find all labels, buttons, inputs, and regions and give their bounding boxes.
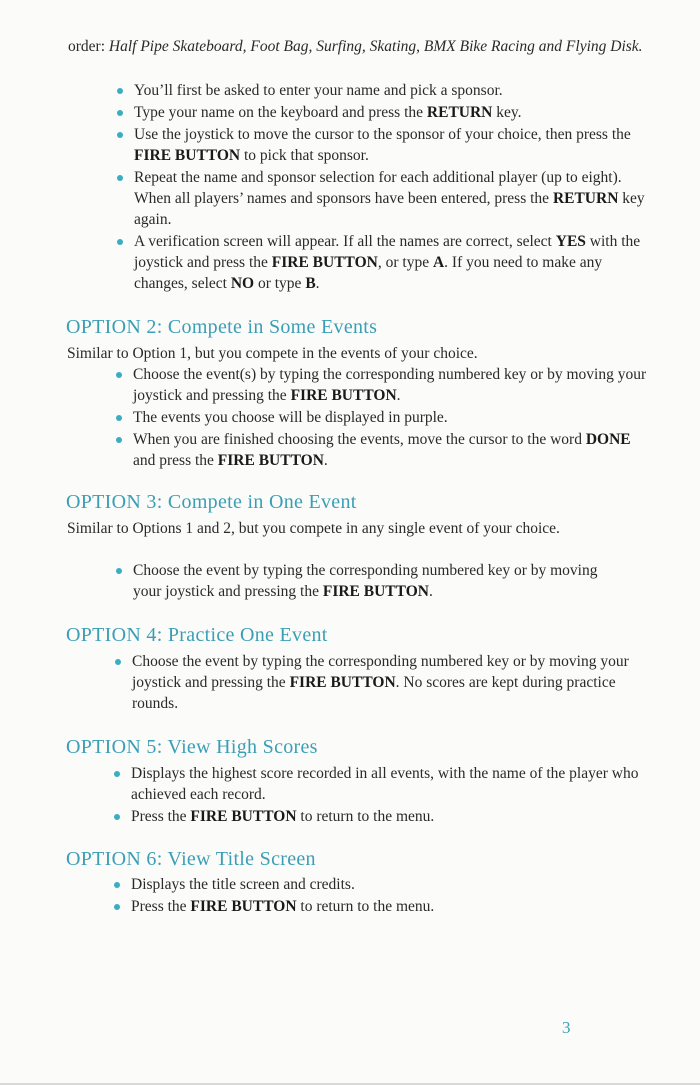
option3-bullet-item: Choose the event by typing the corresponding numbered key or by moving your joystick and pressing the FIRE BUTTON.	[115, 560, 625, 602]
intro-paragraph	[68, 36, 658, 57]
intro-events-list: Half Pipe Skateboard, Foot Bag, Surfing, Skating, BMX Bike Racing and Flying Disk.	[108, 38, 643, 55]
bold-term: FIRE BUTTON	[217, 452, 324, 469]
bullet-dot-icon	[115, 659, 121, 665]
option5-bullet-item: Displays the highest score recorded in all events, with the name of the player who achieved each record.	[113, 763, 643, 805]
option1-bullet-item: Repeat the name and sponsor selection for each additional player (up to eight). When all players’ names and sponsors have been entered, press the RETURN key again.	[116, 167, 652, 230]
option4-heading: OPTION 4: Practice One Event	[66, 624, 328, 646]
intro-lead: order:	[68, 38, 106, 55]
option2-bullet-list	[115, 364, 655, 472]
bold-term: FIRE BUTTON	[289, 674, 396, 691]
option1-bullet-list	[116, 80, 652, 295]
bold-term: A	[432, 254, 445, 271]
bold-term: YES	[555, 233, 586, 250]
bold-term: DONE	[585, 431, 631, 448]
bold-term: RETURN	[426, 104, 493, 121]
option6-bullet-item: Displays the title screen and credits.	[113, 874, 633, 895]
option2-bullet-item: Choose the event(s) by typing the corresponding numbered key or by moving your joystick and pressing the FIRE BUTTON.	[115, 364, 655, 406]
option3-heading: OPTION 3: Compete in One Event	[66, 491, 357, 513]
bold-term: FIRE BUTTON	[271, 254, 378, 271]
bullet-dot-icon	[116, 437, 122, 443]
bullet-dot-icon	[117, 239, 123, 245]
option2-bullet-item: When you are finished choosing the events, move the cursor to the word DONE and press the FIRE BUTTON.	[115, 429, 655, 471]
option6-heading: OPTION 6: View Title Screen	[66, 848, 316, 870]
bold-term: B	[305, 275, 316, 292]
bold-term: RETURN	[552, 190, 619, 207]
option6-bullet-item: Press the FIRE BUTTON to return to the menu.	[113, 896, 633, 917]
bold-term: FIRE BUTTON	[190, 808, 297, 825]
option2-intro: Similar to Option 1, but you compete in the events of your choice.	[67, 345, 478, 362]
bullet-dot-icon	[114, 904, 120, 910]
option5-bullet-item: Press the FIRE BUTTON to return to the menu.	[113, 806, 643, 827]
option3-intro: Similar to Options 1 and 2, but you compete in any single event of your choice.	[67, 520, 560, 537]
option1-bullet-item: Use the joystick to move the cursor to the sponsor of your choice, then press the FIRE BUTTON to pick that sponsor.	[116, 124, 652, 166]
bold-term: NO	[230, 275, 255, 292]
bullet-dot-icon	[114, 814, 120, 820]
bullet-dot-icon	[116, 415, 122, 421]
bold-term: FIRE BUTTON	[134, 147, 241, 164]
option2-heading: OPTION 2: Compete in Some Events	[66, 316, 378, 338]
bullet-dot-icon	[117, 132, 123, 138]
option6-bullet-list	[113, 874, 633, 918]
bullet-dot-icon	[114, 882, 120, 888]
bold-term: FIRE BUTTON	[322, 583, 429, 600]
bullet-dot-icon	[117, 175, 123, 181]
bullet-dot-icon	[116, 372, 122, 378]
bullet-dot-icon	[116, 568, 122, 574]
option5-bullet-list	[113, 763, 643, 828]
option2-bullet-item: The events you choose will be displayed in purple.	[115, 407, 655, 428]
option4-bullet-list	[114, 651, 634, 715]
option1-bullet-item: You’ll first be asked to enter your name and pick a sponsor.	[116, 80, 652, 101]
option1-bullet-item: Type your name on the keyboard and press the RETURN key.	[116, 102, 652, 123]
bold-term: FIRE BUTTON	[290, 387, 397, 404]
page-number: 3	[562, 1018, 571, 1037]
bullet-dot-icon	[117, 110, 123, 116]
bold-term: FIRE BUTTON	[190, 898, 297, 915]
bullet-dot-icon	[117, 88, 123, 94]
option3-bullet-list	[115, 560, 625, 603]
option4-bullet-item: Choose the event by typing the corresponding numbered key or by moving your joystick and pressing the FIRE BUTTON. No scores are kept during practice rounds.	[114, 651, 634, 714]
option5-heading: OPTION 5: View High Scores	[66, 736, 318, 758]
option1-bullet-item: A verification screen will appear. If all the names are correct, select YES with the joystick and press the FIRE BUTTON, or type A. If you need to make any changes, select NO or type B.	[116, 231, 652, 294]
bullet-dot-icon	[114, 771, 120, 777]
